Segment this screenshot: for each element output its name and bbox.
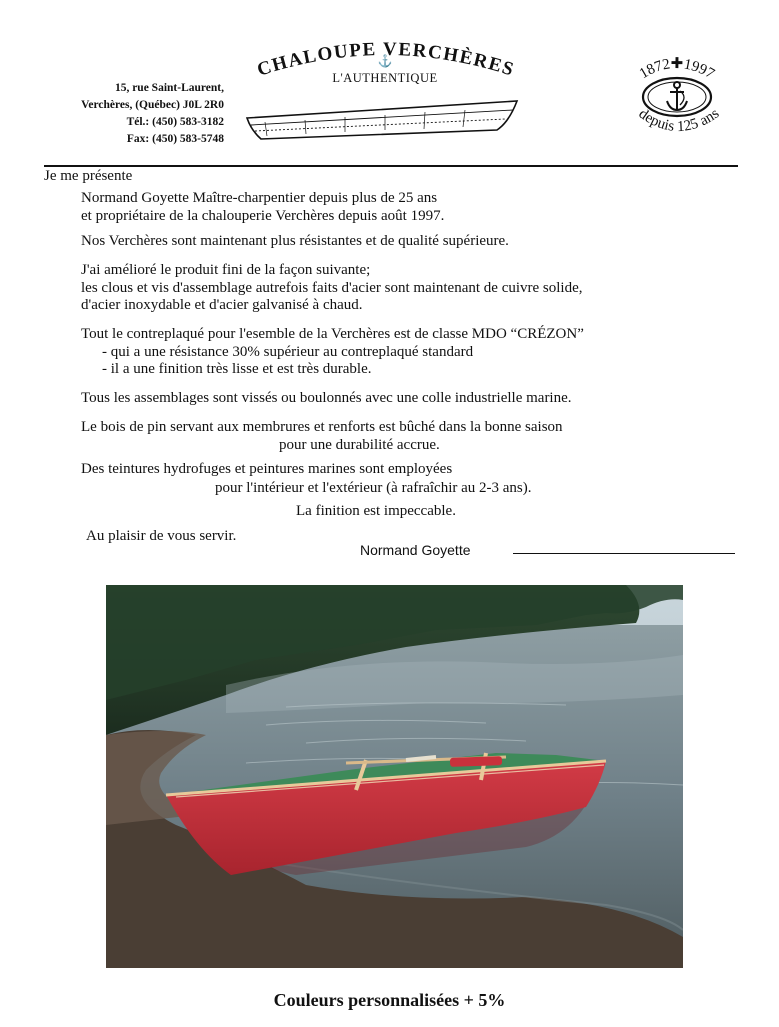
plywood-line: Tout le contreplaqué pour l'esemble de la Verchères est de classe MDO “CRÉZON”	[81, 326, 584, 342]
brand-name: CHALOUPE VERCHÈRES	[254, 38, 518, 81]
brand-tagline: L'AUTHENTIQUE	[332, 71, 438, 85]
custom-colors-caption: Couleurs personnalisées + 5%	[273, 990, 506, 1010]
improve-line-2: les clous et vis d'assemblage autrefois faits d'acier sont maintenant de cuivre solide,	[81, 280, 583, 296]
anchor-icon: ⚓	[377, 54, 393, 68]
seal-since: depuis 125 ans	[635, 105, 723, 136]
plywood-bullet-2: - il a une finition très lisse et est très durable.	[102, 361, 372, 377]
finish-line: La finition est impeccable.	[296, 503, 456, 519]
intro-line-1: Normand Goyette Maître-charpentier depuis plus de 25 ans	[81, 190, 438, 206]
address-city: Verchères, (Québec) J0L 2R0	[81, 99, 224, 111]
signature-line	[513, 553, 735, 554]
boat-drawing-icon	[247, 101, 517, 139]
paint-line-1: Des teintures hydrofuges et peintures marines sont employées	[81, 461, 453, 477]
paint-line-2: pour l'intérieur et l'extérieur (à rafraîchir au 2-3 ans).	[215, 480, 532, 496]
address-block	[24, 80, 224, 148]
anchor-emblem-icon	[667, 82, 687, 110]
closing-line: Au plaisir de vous servir.	[86, 528, 237, 544]
pine-line-2: pour une durabilité accrue.	[279, 437, 440, 453]
pine-line-1: Le bois de pin servant aux membrures et renforts est bûché dans la bonne saison	[81, 419, 563, 435]
intro-line-2: et propriétaire de la chalouperie Verchères depuis août 1997.	[81, 208, 445, 224]
boat-photo	[106, 585, 683, 968]
address-fax: Fax: (450) 583-5748	[126, 133, 224, 145]
quality-line: Nos Verchères sont maintenant plus résistantes et de qualité supérieure.	[81, 233, 509, 249]
improve-line-3: d'acier inoxydable et d'acier galvanisé à chaud.	[81, 297, 363, 313]
assembly-line: Tous les assemblages sont vissés ou boulonnés avec une colle industrielle marine.	[81, 390, 572, 406]
plywood-bullet-1: - qui a une résistance 30% supérieur au contreplaqué standard	[102, 344, 474, 360]
header-divider	[44, 165, 738, 167]
signature-name: Normand Goyette	[360, 542, 471, 558]
address-phone: Tél.: (450) 583-3182	[126, 116, 224, 128]
greeting: Je me présente	[44, 168, 133, 184]
brand-logo	[235, 30, 535, 148]
address-street: 15, rue Saint-Laurent,	[114, 82, 224, 94]
anniversary-seal	[618, 55, 738, 145]
improve-line-1: J'ai amélioré le produit fini de la façon suivante;	[81, 262, 371, 278]
seal-years: 1872✚1997	[636, 55, 717, 83]
